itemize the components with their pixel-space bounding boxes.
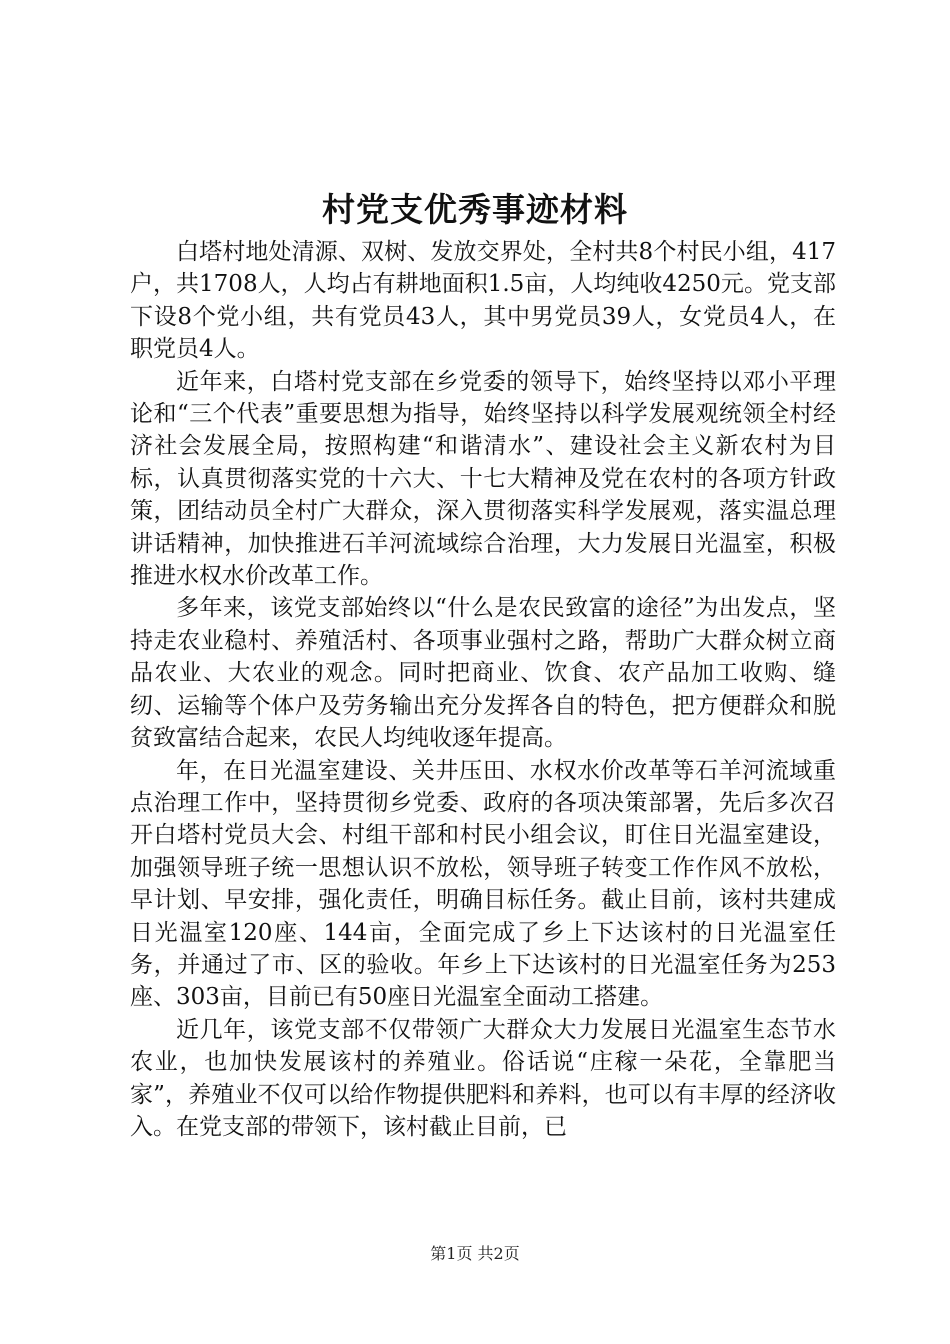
document-body <box>130 236 836 1143</box>
paragraph-4: 年，在日光温室建设、关井压田、水权水价改革等石羊河流域重点治理工作中，坚持贯彻乡党委、政府的各项决策部署，先后多次召开白塔村党员大会、村组干部和村民小组会议，盯住日光温室建设，加强领导班子统一思想认识不放松，领导班子转变工作作风不放松，早计划、早安排，强化责任，明确目标任务。截止目前，该村共建成日光温室120座、144亩，全面完成了乡上下达该村的日光温室任务，并通过了市、区的验收。年乡上下达该村的日光温室任务为253座、303亩，目前已有50座日光温室全面动工搭建。 <box>130 757 836 1011</box>
page-number-footer: 第1页 共2页 <box>430 1244 520 1263</box>
paragraph-2: 近年来，白塔村党支部在乡党委的领导下，始终坚持以邓小平理论和“三个代表”重要思想为指导，始终坚持以科学发展观统领全村经济社会发展全局，按照构建“和谐清水”、建设社会主义新农村为目标，认真贯彻落实党的十六大、十七大精神及党在农村的各项方针政策，团结动员全村广大群众，深入贯彻落实科学发展观，落实温总理讲话精神，加快推进石羊河流域综合治理，大力发展日光温室，积极推进水权水价改革工作。 <box>130 368 836 590</box>
paragraph-5: 近几年，该党支部不仅带领广大群众大力发展日光温室生态节水农业，也加快发展该村的养殖业。俗话说“庄稼一朵花，全靠肥当家”，养殖业不仅可以给作物提供肥料和养料，也可以有丰厚的经济收入。在党支部的带领下，该村截止目前，已 <box>130 1016 836 1140</box>
paragraph-1: 白塔村地处清源、双树、发放交界处，全村共8个村民小组，417户，共1708人，人均占有耕地面积1.5亩，人均纯收4250元。党支部下设8个党小组，共有党员43人，其中男党员39人，女党员4人，在职党员4人。 <box>130 239 836 363</box>
paragraph-3: 多年来，该党支部始终以“什么是农民致富的途径”为出发点，坚持走农业稳村、养殖活村、各项事业强村之路，帮助广大群众树立商品农业、大农业的观念。同时把商业、饮食、农产品加工收购、缝纫、运输等个体户及劳务输出充分发挥各自的特色，把方便群众和脱贫致富结合起来，农民人均纯收逐年提高。 <box>130 595 836 752</box>
document-title: 村党支优秀事迹材料 <box>322 190 628 229</box>
